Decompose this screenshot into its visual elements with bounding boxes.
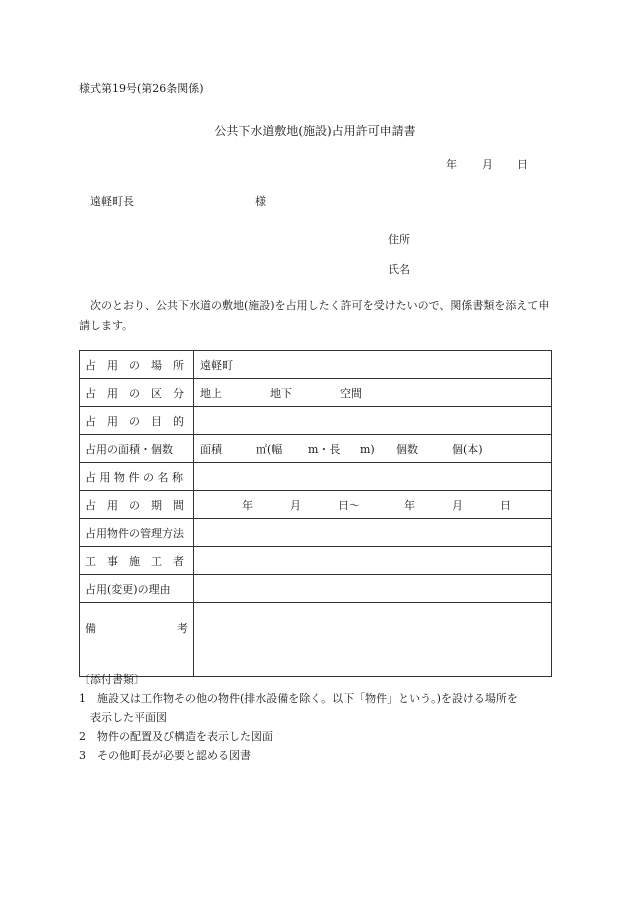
row-contractor: [80, 547, 552, 575]
attachment-item-2: 2 物件の配置及び構造を表示した図面: [79, 730, 273, 743]
label-place: 占 用 の 場 所: [80, 351, 194, 379]
label-period: 占 用 の 期 間: [80, 491, 194, 519]
value-purpose[interactable]: [194, 407, 552, 435]
row-reason: [80, 575, 552, 603]
value-remarks[interactable]: [194, 603, 552, 677]
period-from-year: 年: [242, 498, 253, 512]
length-unit: m): [360, 442, 375, 456]
label-contractor: 工 事 施 工 者: [80, 547, 194, 575]
value-place[interactable]: 遠軽町: [194, 351, 552, 379]
addressee-name: 遠軽町長: [90, 195, 134, 208]
label-management: 占用物件の管理方法: [80, 519, 194, 547]
row-category: [80, 379, 552, 407]
row-area: [80, 435, 552, 463]
value-reason[interactable]: [194, 575, 552, 603]
attachment-item-1: 1 施設又は工作物その他の物件(排水設備を除く。以下「物件」という。)を設ける場所を: [79, 692, 518, 705]
row-object-name: [80, 463, 552, 491]
value-management[interactable]: [194, 519, 552, 547]
value-area[interactable]: [194, 435, 552, 463]
attachments: [79, 670, 559, 765]
area-label: 面積: [200, 442, 222, 456]
option-underground: 地下: [270, 386, 292, 400]
count-label: 個数: [396, 442, 418, 456]
value-object-name[interactable]: [194, 463, 552, 491]
count-unit: 個(本): [452, 442, 483, 456]
area-unit: ㎡(幅: [256, 442, 283, 456]
addressee-honorific: 様: [255, 195, 266, 208]
remarks-left: 備: [85, 622, 96, 635]
label-remarks: [80, 603, 194, 677]
form-number: 様式第19号(第26条関係): [79, 82, 204, 95]
label-reason: 占用(変更)の理由: [80, 575, 194, 603]
page-title: 公共下水道敷地(施設)占用許可申請書: [214, 124, 416, 138]
row-place: [80, 351, 552, 379]
value-category[interactable]: [194, 379, 552, 407]
row-remarks: [80, 603, 552, 677]
period-to-year: 年: [404, 498, 415, 512]
label-purpose: 占 用 の 目 的: [80, 407, 194, 435]
date-year: 年: [446, 158, 457, 171]
attachments-heading: 〔添付書類〕: [79, 673, 145, 686]
period-to-month: 月: [452, 498, 463, 512]
label-category: 占 用 の 区 分: [80, 379, 194, 407]
application-table: [79, 350, 552, 677]
remarks-right: 考: [177, 622, 188, 635]
width-unit: m・長: [308, 442, 341, 456]
option-above-ground: 地上: [200, 386, 222, 400]
name-label: 氏名: [388, 263, 410, 276]
row-period: [80, 491, 552, 519]
value-contractor[interactable]: [194, 547, 552, 575]
attachment-item-3: 3 その他町長が必要と認める図書: [79, 749, 251, 762]
value-period[interactable]: [194, 491, 552, 519]
date-day: 日: [517, 158, 528, 171]
address-label: 住所: [388, 233, 410, 246]
period-to-day: 日: [500, 498, 511, 512]
row-management: [80, 519, 552, 547]
period-from-month: 月: [290, 498, 301, 512]
label-area: 占用の面積・個数: [80, 435, 194, 463]
attachment-item-1-cont: 表示した平面図: [79, 711, 167, 724]
date-month: 月: [482, 158, 493, 171]
intro-text: 次のとおり、公共下水道の敷地(施設)を占用したく許可を受けたいので、関係書類を添えて申請します。: [79, 299, 550, 332]
label-object-name: 占 用 物 件 の 名 称: [80, 463, 194, 491]
row-purpose: [80, 407, 552, 435]
option-air-space: 空間: [340, 386, 362, 400]
period-from-day: 日～: [338, 498, 360, 512]
